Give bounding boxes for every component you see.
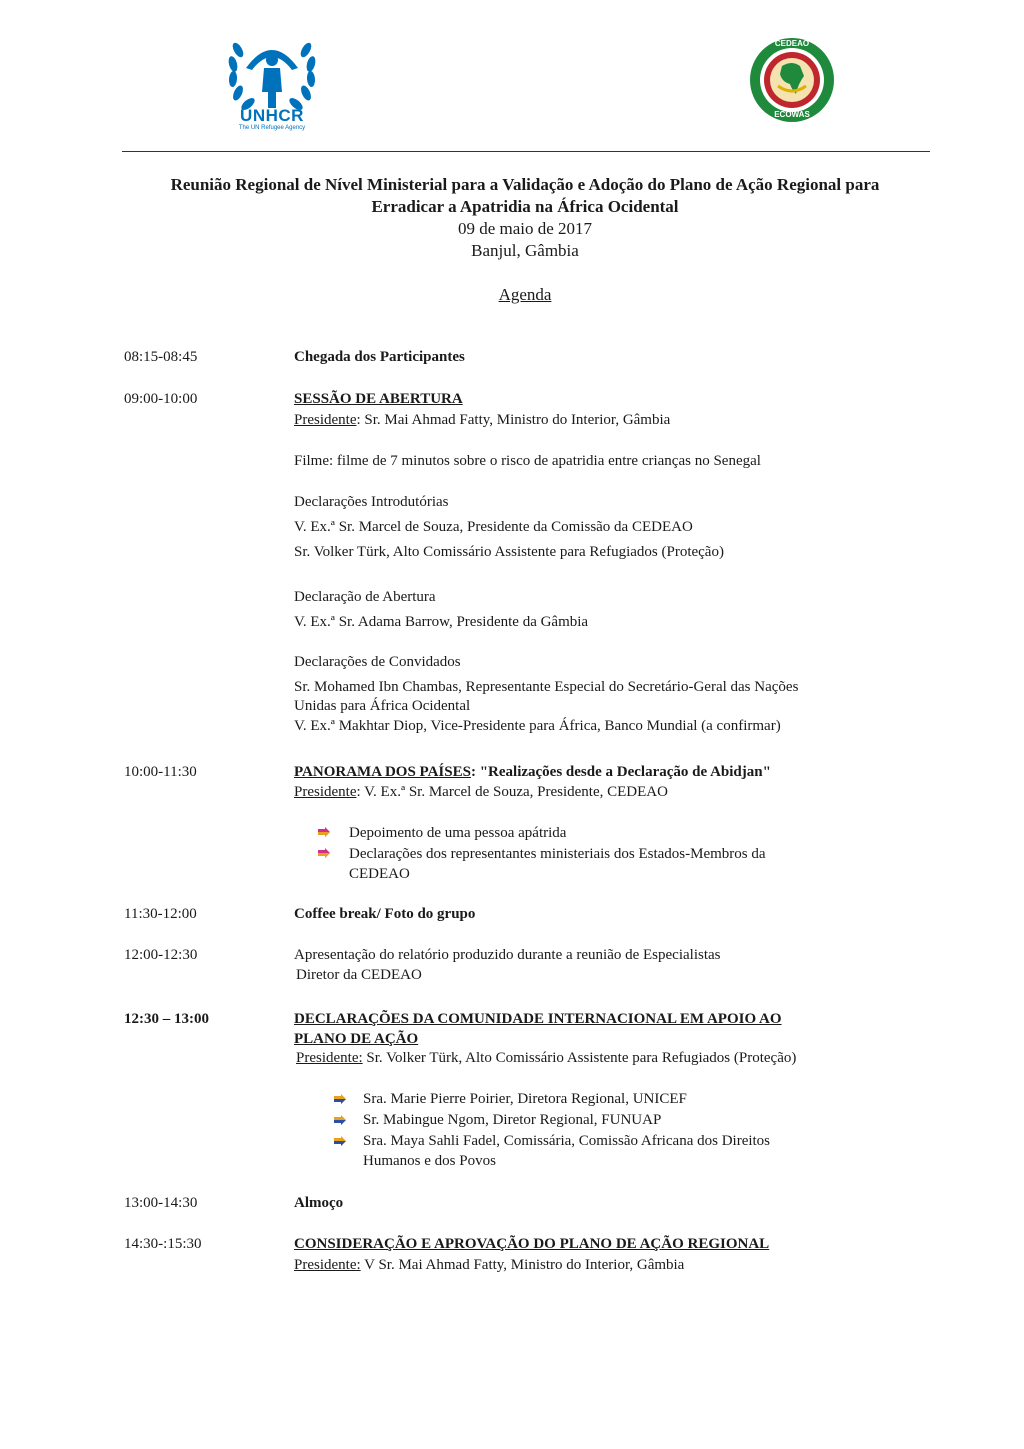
arrow-bullet-icon — [318, 827, 330, 837]
event-location: Banjul, Gâmbia — [471, 241, 579, 260]
session-4-time: 11:30-12:00 — [124, 906, 197, 922]
session-2-chair — [294, 410, 670, 430]
intro-speaker-2: Sr. Volker Türk, Alto Comissário Assistente para Refugiados (Proteção) — [294, 544, 724, 560]
session-6-chair — [296, 1048, 796, 1068]
header-divider — [122, 151, 930, 152]
ecowas-bottom-text: ECOWAS — [774, 110, 810, 119]
arrow-bullet-icon — [334, 1094, 346, 1104]
session-8-chair — [294, 1255, 684, 1275]
intro-speaker-1: V. Ex.ª Sr. Marcel de Souza, Presidente da Comissão da CEDEAO — [294, 519, 693, 535]
chair-text: : V. Ex.ª Sr. Marcel de Souza, Presidente, CEDEAO — [356, 784, 668, 800]
chair-text: Sr. Volker Türk, Alto Comissário Assistente para Refugiados (Proteção) — [362, 1050, 797, 1066]
guest-1-line-1: Sr. Mohamed Ibn Chambas, Representante Especial do Secretário-Geral das Nações — [294, 679, 799, 695]
chair-label: Presidente: — [294, 1257, 361, 1273]
chair-text: V Sr. Mai Ahmad Fatty, Ministro do Interior, Gâmbia — [360, 1257, 685, 1273]
session-3-time: 10:00-11:30 — [124, 764, 197, 780]
opening-speaker-1: V. Ex.ª Sr. Adama Barrow, Presidente da Gâmbia — [294, 614, 589, 630]
unhcr-logo — [224, 30, 320, 138]
session-6-bullet-3-line-2: Humanos e dos Povos — [363, 1153, 496, 1169]
session-2-film: Filme: filme de 7 minutos sobre o risco de apatridia entre crianças no Senegal — [294, 453, 761, 469]
session-3-bullet-2-line-1: Declarações dos representantes ministeriais dos Estados-Membros da — [349, 846, 766, 862]
session-7-title: Almoço — [294, 1195, 344, 1211]
event-date: 09 de maio de 2017 — [457, 219, 593, 238]
unhcr-tagline: The UN Refugee Agency — [238, 125, 306, 131]
session-7-time: 13:00-14:30 — [124, 1195, 198, 1211]
session-1-time: 08:15-08:45 — [124, 349, 198, 365]
ecowas-top-text: CEDEAO — [774, 39, 810, 48]
chair-text: : Sr. Mai Ahmad Fatty, Ministro do Interior, Gâmbia — [356, 412, 671, 428]
session-3-title — [294, 762, 771, 782]
session-3-bullet-2-line-2: CEDEAO — [349, 866, 410, 882]
arrow-bullet-icon — [318, 848, 330, 858]
session-3-title-rest: : "Realizações desde a Declaração de Abidjan" — [470, 764, 771, 780]
title-line-2: Erradicar a Apatridia na África Ocidental — [371, 197, 679, 216]
session-3-bullet-1: Depoimento de uma pessoa apátrida — [349, 825, 567, 841]
session-6-title-line-1: DECLARAÇÕES DA COMUNIDADE INTERNACIONAL EM APOIO AO — [294, 1011, 782, 1027]
session-5-line-2: Diretor da CEDEAO — [296, 967, 422, 983]
session-6-bullet-2: Sr. Mabingue Ngom, Diretor Regional, FUNUAP — [363, 1112, 662, 1128]
session-6-time: 12:30 – 13:00 — [124, 1011, 209, 1027]
session-6-bullet-3-line-1: Sra. Maya Sahli Fadel, Comissária, Comissão Africana dos Direitos — [363, 1133, 771, 1149]
session-4-title: Coffee break/ Foto do grupo — [294, 906, 476, 922]
session-2-time: 09:00-10:00 — [124, 391, 198, 407]
session-6-bullet-1: Sra. Marie Pierre Poirier, Diretora Regional, UNICEF — [363, 1091, 687, 1107]
title-line-1: Reunião Regional de Nível Ministerial para a Validação e Adoção do Plano de Ação Regional para — [170, 175, 880, 194]
document-title — [100, 174, 950, 218]
session-8-title: CONSIDERAÇÃO E APROVAÇÃO DO PLANO DE AÇÃO REGIONAL — [294, 1236, 770, 1252]
session-8-time: 14:30-:15:30 — [124, 1236, 202, 1252]
arrow-bullet-icon — [334, 1115, 346, 1125]
session-3-title-main: PANORAMA DOS PAÍSES — [294, 764, 471, 780]
session-5-line-1: Apresentação do relatório produzido durante a reunião de Especialistas — [294, 947, 721, 963]
arrow-bullet-icon — [334, 1136, 346, 1146]
agenda-heading: Agenda — [498, 285, 552, 304]
ecowas-logo — [748, 36, 836, 124]
chair-label: Presidente: — [296, 1050, 363, 1066]
session-3-chair — [294, 782, 668, 802]
guest-2: V. Ex.ª Makhtar Diop, Vice-Presidente para África, Banco Mundial (a confirmar) — [294, 718, 781, 734]
session-6-title-line-2: PLANO DE AÇÃO — [294, 1031, 419, 1047]
opening-heading: Declaração de Abertura — [294, 589, 436, 605]
chair-label: Presidente — [294, 412, 357, 428]
chair-label: Presidente — [294, 784, 357, 800]
session-5-time: 12:00-12:30 — [124, 947, 198, 963]
guests-heading: Declarações de Convidados — [294, 654, 461, 670]
session-2-title: SESSÃO DE ABERTURA — [294, 391, 463, 407]
unhcr-logo-text: UNHCR — [240, 106, 304, 125]
guest-1-line-2: Unidas para África Ocidental — [294, 698, 471, 714]
intro-heading: Declarações Introdutórias — [294, 494, 449, 510]
session-1-title: Chegada dos Participantes — [294, 349, 465, 365]
